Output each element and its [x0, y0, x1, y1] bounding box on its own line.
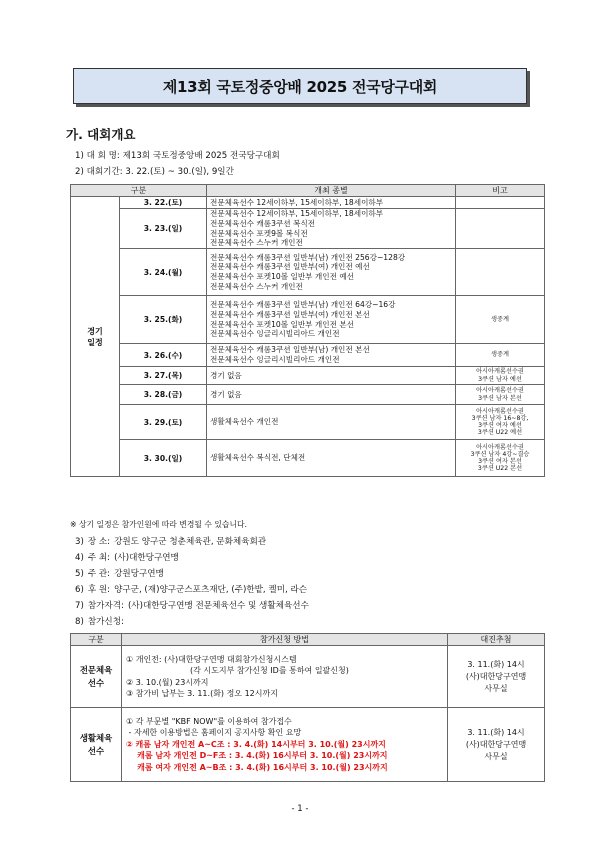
schedule-row [71, 209, 545, 249]
title-box [73, 68, 527, 104]
item-value: 제13회 국토정중앙배 2025 전국당구대회 [122, 151, 280, 161]
overview-line-2 [75, 165, 234, 177]
schedule-remark [456, 197, 545, 209]
detail-value: 양구군, (재)양구군스포츠재단, (주)한밭, 켈미, 라슨 [114, 585, 308, 595]
detail-num: 4) [75, 553, 84, 563]
schedule-date: 3. 25.(화) [120, 296, 207, 344]
detail-line [75, 567, 168, 579]
detail-line [75, 535, 270, 547]
event-line: 생활체육선수 개인전 [210, 417, 279, 427]
method-line: ① 개인전: (사)대한당구연맹 대회참가신청시스템 [126, 654, 297, 664]
event-line: 경기 없음 [210, 389, 242, 399]
detail-num: 3) [75, 537, 84, 547]
registration-category: 생활체육 선수 [71, 708, 122, 782]
detail-num: 8) [75, 617, 84, 627]
schedule-date: 3. 22.(토) [120, 197, 207, 209]
schedule-remark: 아시아캐롬선수권 3쿠션 남자 16~8강, 3쿠션 여자 예선 3쿠션 U22 예선 [456, 405, 545, 440]
method-line: (각 시도지부 참가신청 ID를 통하여 일괄신청) [190, 666, 349, 675]
schedule-row [71, 344, 545, 367]
header-draw: 대진추첨 [448, 634, 545, 646]
detail-value: (사)대한당구연맹 전문체육선수 및 생활체육선수 [127, 601, 309, 611]
detail-label: 후 원: [87, 585, 111, 595]
event-line: 전문체육선수 12세이하부, 15세이하부, 18세이하부 [210, 197, 384, 207]
header-remark: 비고 [456, 185, 545, 197]
header-method: 참가신청 방법 [122, 634, 448, 646]
detail-label: 참가신청: [87, 617, 124, 627]
section-heading: 가. 대회개요 [66, 127, 136, 142]
schedule-events [207, 367, 456, 385]
registration-body [71, 646, 545, 782]
method-line: ③ 참가비 납부는 3. 11.(화) 정오 12시까지 [126, 689, 278, 698]
registration-row [71, 708, 545, 782]
registration-category: 전문체육 선수 [71, 646, 122, 708]
registration-table [70, 633, 545, 782]
schedule-events [207, 440, 456, 477]
header-events: 개최 종별 [207, 185, 456, 197]
schedule-remark: 아시아캐롬선수권 3쿠션 남자 예선 [456, 367, 545, 385]
item-number: 1) [75, 151, 84, 161]
event-line: 전문체육선수 캐롬3쿠션 일반부(남) 개인전 본선 [210, 345, 370, 355]
item-value: 3. 22.(토) ~ 30.(일), 9일간 [125, 167, 234, 177]
header-category: 구분 [71, 634, 122, 646]
event-line: 전문체육선수 캐롬3쿠션 일반부(남) 개인전 256강~128강 [210, 252, 406, 262]
schedule-row [71, 249, 545, 296]
page-number: - 1 - [291, 804, 309, 814]
schedule-remark: 생중계 [456, 344, 545, 367]
detail-num: 5) [75, 569, 84, 579]
schedule-body [71, 197, 545, 477]
detail-label: 주 최: [87, 553, 111, 563]
event-line: 전문체육선수 포켓10볼 일반부 개인전 본선 [210, 319, 355, 329]
detail-label: 장 소: [87, 537, 111, 547]
registration-draw: 3. 11.(화) 14시 (사)대한당구연맹 사무실 [448, 646, 545, 708]
event-line: 전문체육선수 잉글리시빌리아드 개인전 [210, 355, 340, 364]
detail-value: (사)대한당구연맹 [114, 553, 179, 563]
schedule-date: 3. 27.(목) [120, 367, 207, 385]
event-line: 전문체육선수 캐롬3쿠션 복식전 [210, 218, 316, 228]
detail-num: 7) [75, 601, 84, 611]
schedule-events [207, 344, 456, 367]
method-line: - 자세한 이용방법은 홈페이지 공지사항 확인 요망 [126, 728, 302, 738]
schedule-date: 3. 29.(토) [120, 405, 207, 440]
schedule-row [71, 367, 545, 385]
event-line: 전문체육선수 스누커 개인전 [210, 281, 303, 291]
schedule-events [207, 209, 456, 249]
schedule-events [207, 385, 456, 405]
registration-draw: 3. 11.(화) 14시 (사)대한당구연맹 사무실 [448, 708, 545, 782]
detail-value: 강원당구연맹 [114, 569, 164, 579]
event-line: 전문체육선수 포켓10볼 일반부 개인전 예선 [210, 272, 355, 281]
schedule-note: ※ 상기 일정은 참가인원에 따라 변경될 수 있습니다. [70, 520, 247, 529]
schedule-remark: 아시아캐롬선수권 3쿠션 남자 4강~결승 3쿠션 여자 본선 3쿠션 U22 본선 [456, 440, 545, 477]
page-title: 제13회 국토정중앙배 2025 전국당구대회 [162, 77, 438, 96]
method-line: ② 3. 10.(월) 23시까지 [126, 677, 209, 687]
schedule-events [207, 197, 456, 209]
schedule-remark [456, 249, 545, 296]
detail-line [75, 583, 311, 595]
schedule-row [71, 197, 545, 209]
event-line: 경기 없음 [210, 370, 242, 380]
item-number: 2) [75, 167, 84, 177]
schedule-date: 3. 23.(일) [120, 209, 207, 249]
schedule-date: 3. 30.(일) [120, 440, 207, 477]
event-line: 전문체육선수 잉글리시빌리아드 개인전 [210, 329, 340, 339]
registration-row [71, 646, 545, 708]
header-category: 구분 [71, 185, 207, 197]
schedule-events [207, 249, 456, 296]
event-line: 전문체육선수 포켓9볼 복식전 [210, 228, 308, 238]
event-line: 전문체육선수 캐롬3쿠션 일반부(남) 개인전 64강~16강 [210, 300, 396, 310]
registration-method [122, 646, 448, 708]
schedule-row [71, 385, 545, 405]
event-line: 전문체육선수 스누커 개인전 [210, 238, 303, 248]
registration-method [122, 708, 448, 782]
event-line: 생활체육선수 복식전, 단체전 [210, 453, 306, 463]
item-label: 대 회 명: [86, 151, 120, 161]
detail-value: 강원도 양구군 청춘체육관, 문화체육회관 [114, 537, 267, 547]
schedule-events [207, 296, 456, 344]
detail-label: 주 관: [87, 569, 111, 579]
method-line: ② 캐롬 남자 개인전 A~C조 : 3. 4.(화) 14시부터 3. 10.(월) 23시까지 [126, 739, 386, 749]
detail-label: 참가자격: [87, 601, 124, 611]
event-line: 전문체육선수 12세이하부, 15세이하부, 18세이하부 [210, 209, 384, 219]
method-line: 캐롬 남자 개인전 D~F조 : 3. 4.(화) 16시부터 3. 10.(월) 23시까지 [126, 751, 388, 761]
schedule-remark: 아시아캐롬선수권 3쿠션 남자 본선 [456, 385, 545, 405]
method-line: 캐롬 여자 개인전 A~B조 : 3. 4.(화) 16시부터 3. 10.(월) 23시까지 [126, 762, 388, 772]
detail-line [75, 615, 132, 627]
schedule-date: 3. 24.(월) [120, 249, 207, 296]
schedule-remark: 생중계 [456, 296, 545, 344]
event-line: 전문체육선수 캐롬3쿠션 일반부(여) 개인전 본선 [210, 309, 370, 319]
schedule-category: 경기 일정 [71, 197, 120, 477]
schedule-date: 3. 28.(금) [120, 385, 207, 405]
detail-num: 6) [75, 585, 84, 595]
overview-line-1 [75, 149, 280, 161]
schedule-row [71, 405, 545, 440]
detail-line [75, 551, 183, 563]
schedule-table [70, 184, 545, 477]
schedule-remark [456, 209, 545, 249]
schedule-row [71, 440, 545, 477]
schedule-events [207, 405, 456, 440]
schedule-date: 3. 26.(수) [120, 344, 207, 367]
item-label: 대회기간: [86, 167, 123, 177]
schedule-row [71, 296, 545, 344]
detail-line [75, 599, 313, 611]
event-line: 전문체육선수 캐롬3쿠션 일반부(여) 개인전 예선 [210, 262, 370, 272]
method-line: ① 각 부문별 "KBF NOW"를 이용하여 참가접수 [126, 716, 292, 726]
